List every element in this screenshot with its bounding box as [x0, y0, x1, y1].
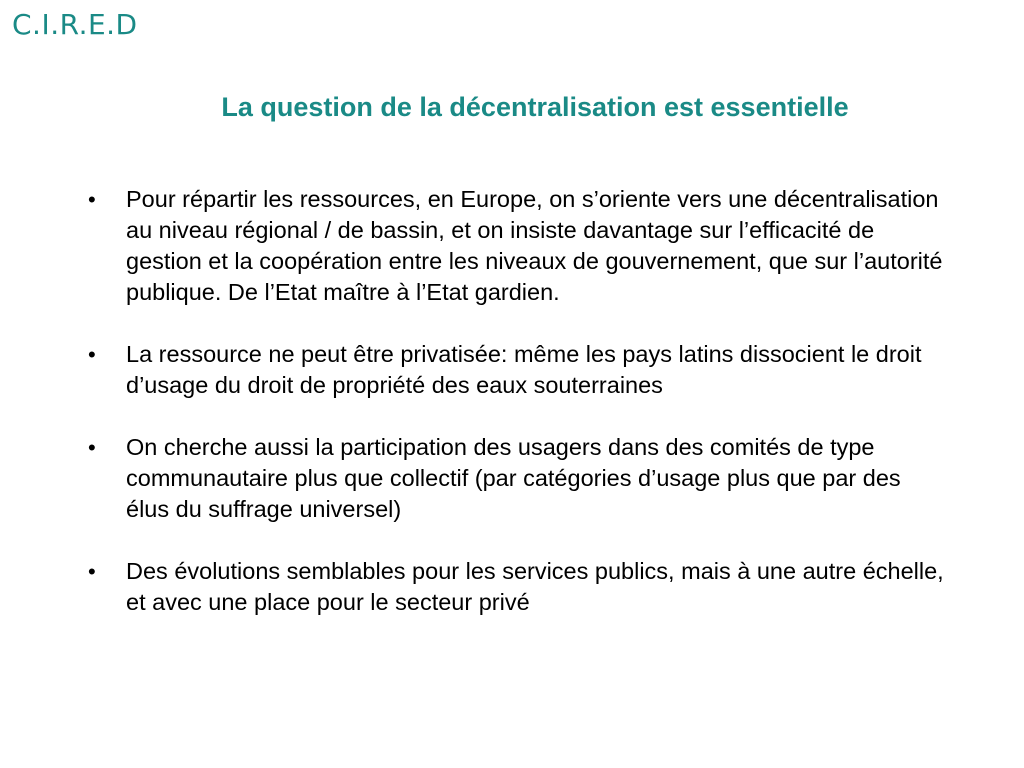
bullet-text: La ressource ne peut être privatisée: même les pays latins dissocient le droit d’usage du droit de propriété des eaux souterraines: [126, 341, 922, 398]
bullet-text: Pour répartir les ressources, en Europe, on s’oriente vers une décentralisation au niveau régional / de bassin, et on insiste davantage sur l’efficacité de gestion et la coopération entre les niveaux de gouvernement, que sur l’autorité publique. De l’Etat maître à l’Etat gardien.: [126, 186, 943, 305]
bullet-item: [88, 432, 948, 525]
bullet-marker: •: [88, 342, 96, 367]
slide-title: La question de la décentralisation est essentielle: [221, 92, 849, 122]
bullet-item: [88, 556, 948, 618]
bullet-text: On cherche aussi la participation des usagers dans des comités de type communautaire plus que collectif (par catégories d’usage plus que par des élus du suffrage universel): [126, 434, 901, 522]
bullet-text: Des évolutions semblables pour les services publics, mais à une autre échelle, et avec une place pour le secteur privé: [126, 558, 944, 615]
bullet-list: [88, 184, 948, 649]
bullet-item: [88, 184, 948, 308]
bullet-marker: •: [88, 435, 96, 460]
bullet-marker: •: [88, 187, 96, 212]
bullet-item: [88, 339, 948, 401]
bullet-marker: •: [88, 559, 96, 584]
header-logo: C.I.R.E.D: [12, 8, 138, 41]
